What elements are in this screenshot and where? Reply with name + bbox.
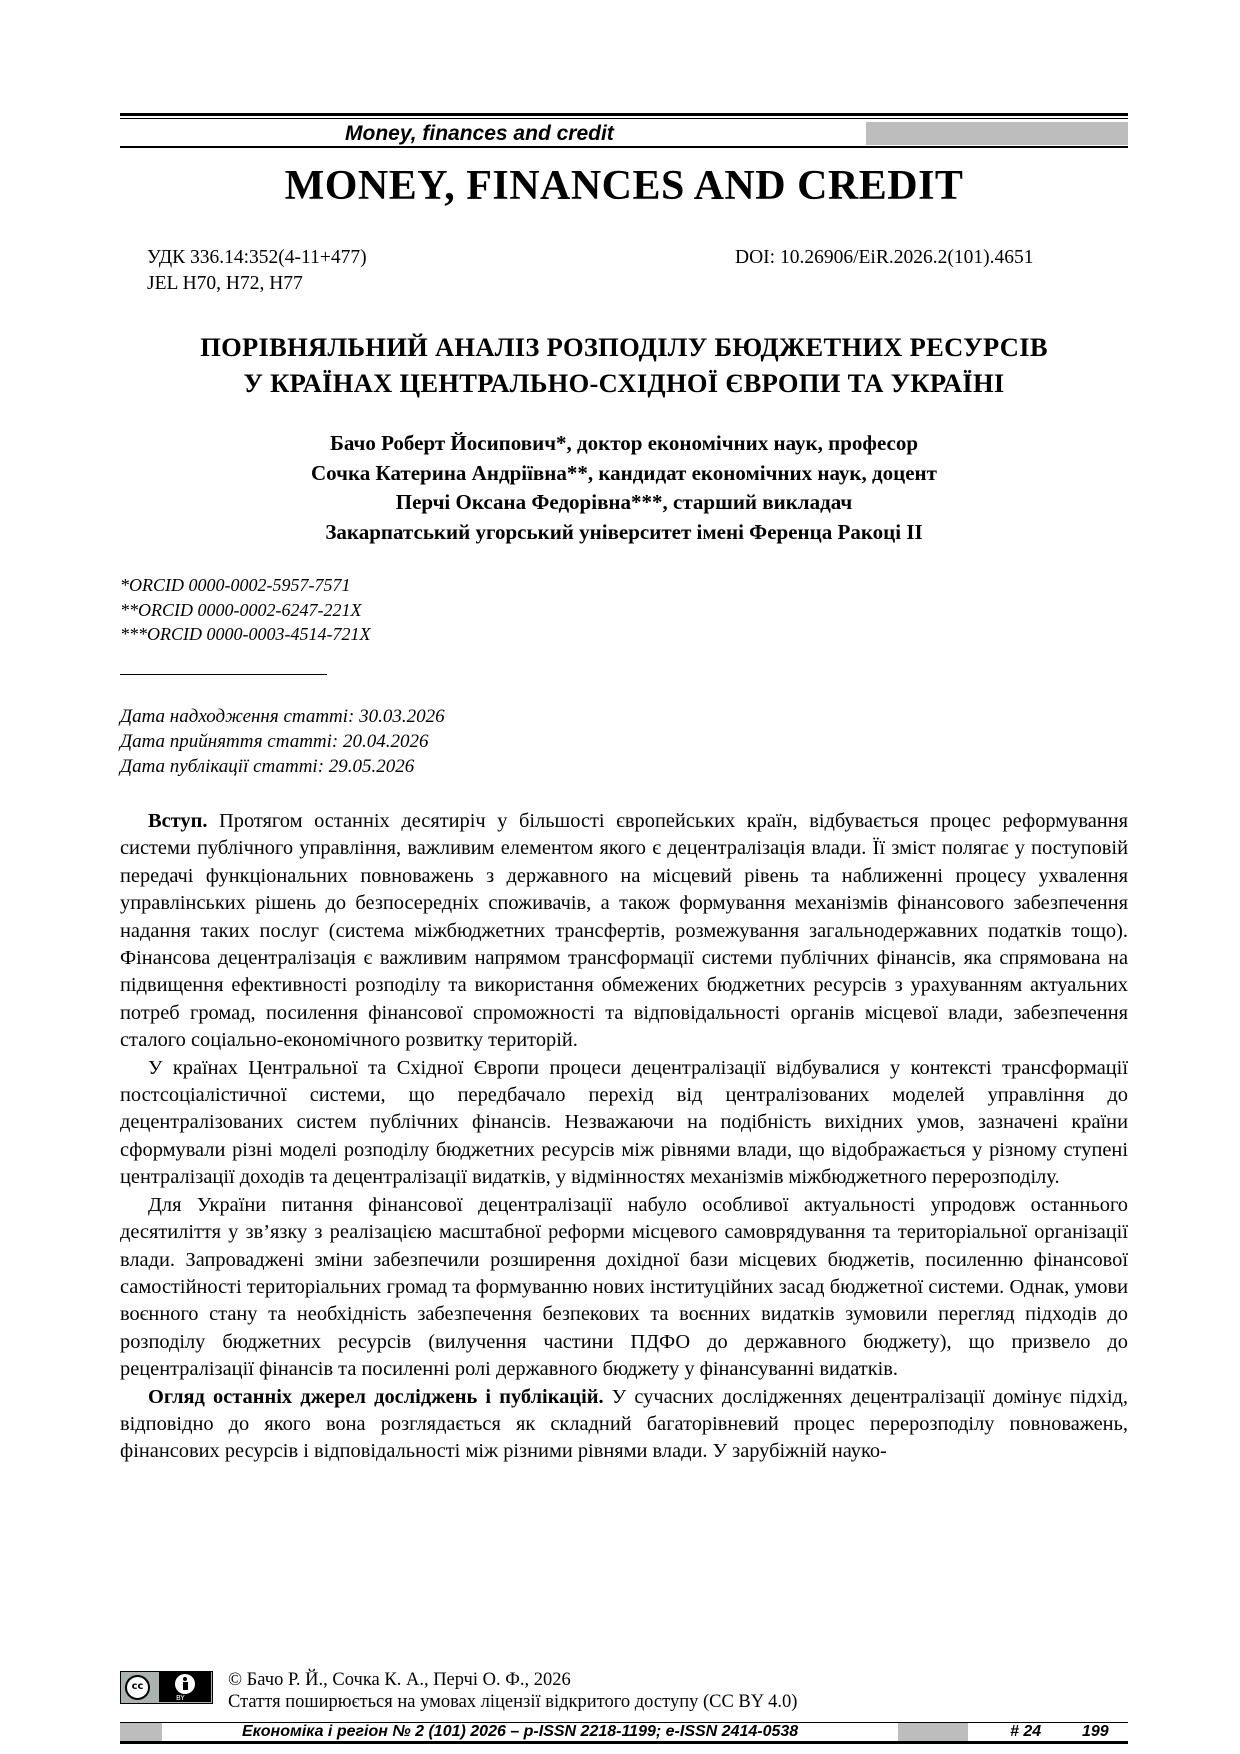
doi: DOI: 10.26906/EiR.2026.2(101).4651 [735,247,1034,268]
article-title-line-2: У КРАЇНАХ ЦЕНТРАЛЬНО-СХІДНОЇ ЄВРОПИ ТА УКРАЇНІ [243,368,1005,398]
author-1: Бачо Роберт Йосипович*, доктор економічних наук, професор [329,431,919,455]
running-header [120,122,1128,148]
header-rule-thick [120,113,1128,116]
paragraph-literature-review [120,1384,1128,1466]
footer-grey-block-left [120,1723,162,1741]
article-body [120,808,1128,1466]
running-footer [120,1722,1128,1744]
footer-grey-block-right [898,1723,968,1741]
article-title [120,329,1128,401]
jel-codes: JEL H70, H72, H77 [147,273,303,294]
orcid-2: **ORCID 0000-0002-6247-221X [120,599,362,620]
orcid-1: *ORCID 0000-0002-5957-7571 [120,575,351,595]
date-received: Дата надходження статті: 30.03.2026 [120,706,445,727]
header-rule-thin [120,118,1128,119]
running-header-label: Money, finances and credit [345,122,614,145]
cc-by-license-icon [120,1671,213,1704]
footnote-divider [120,674,327,675]
author-block [120,429,1128,547]
attribution-person-icon [175,1674,195,1694]
copyright-block [228,1669,797,1713]
copyright-text: © Бачо Р. Й., Сочка К. А., Перчі О. Ф., 2026 [228,1670,571,1690]
license-note: Стаття поширюється на умовах ліцензії відкритого доступу (CC BY 4.0) [228,1692,798,1712]
article-title-line-1: ПОРІВНЯЛЬНИЙ АНАЛІЗ РОЗПОДІЛУ БЮДЖЕТНИХ РЕСУРСІВ [200,332,1048,362]
header-grey-block [866,122,1128,145]
udc-code: УДК 336.14:352(4-11+477) [147,247,367,268]
article-dates [120,704,445,779]
paragraph-introduction [120,808,1128,1055]
paragraph-3: Для України питання фінансової децентралізації набуло особливої актуальності упродовж останнього десятиліття у зв’язку з реалізацією масштабної реформи місцевого самоврядування та територіальної організації влади. Запроваджені зміни забезпечили розширення дохідної бази місцевих бюджетів, посиленню фінансової самостійності територіальних громад та формуванню нових інституційних засад бюджетної системи. Однак, умови воєнного стану та необхідність забезпечення безпекових та воєнних видатків зумовили перегляд підходів до розподілу бюджетних ресурсів (вилучення частини ПДФО до державного бюджету), що призвело до рецентралізації фінансів та посиленні ролі державного бюджету у фінансуванні видатків. [120,1193,1128,1381]
footer-journal: Економіка і регіон № 2 (101) 2026 – p-ISSN 2218-1199; e-ISSN 2414-0538 [242,1723,799,1740]
paragraph-2: У країнах Центральної та Східної Європи процеси децентралізації відбувалися у контексті трансформації постсоціалістичної системи, що передбачало перехід від централізованих моделей управління до децентралізованих систем публічних фінансів. Незважаючи на подібність вихідних умов, зазначені країни сформували різні моделі розподілу бюджетних ресурсів між рівнями влади, що відображається у різному ступені централізації доходів та децентралізації видатків, у відмінностях механізмів міжбюджетного перерозподілу. [120,1056,1128,1189]
author-3: Перчі Оксана Федорівна***, старший викладач [395,490,853,514]
cc-icon: cc [125,1675,150,1700]
literature-review-text: У сучасних дослідженнях децентралізації домінує підхід, відповідно до якого вона розглядається як складний багаторівневий процес перерозподілу повноважень, фінансових ресурсів і відповідальності між різними рівнями влади. У зарубіжній науко- [120,1385,1128,1463]
author-2: Сочка Катерина Андріївна**, кандидат економічних наук, доцент [311,460,937,485]
cc-by-text: BY [176,1694,185,1702]
section-title: MONEY, FINANCES AND CREDIT [284,163,964,209]
date-published: Дата публікації статті: 29.05.2026 [120,756,415,777]
affiliation: Закарпатський угорський університет імені Ференца Ракоці ІІ [325,519,923,544]
date-accepted: Дата прийняття статті: 20.04.2026 [120,731,429,752]
introduction-heading: Вступ. [148,810,208,832]
orcid-list [120,573,370,647]
literature-review-heading: Огляд останніх джерел досліджень і публікацій. [148,1385,604,1408]
introduction-text: Протягом останніх десятиріч у більшості європейських країн, відбувається процес реформування системи публічного управління, важливим елементом якого є децентралізація влади. Її зміст полягає у поступовій передачі функціональних повноважень з державного на місцевий рівень та наближенні процесу ухвалення управлінських рішень до безпосередніх споживачів, а також формування механізмів фінансового забезпечення надання таких послуг (система міжбюджетних трансфертів, розмежування загальнодержавних податків тощо). Фінансова децентралізація є важливим напрямом трансформації системи публічних фінансів, яка спрямована на підвищення ефективності розподілу та використання обмежених бюджетних ресурсів з урахуванням актуальних потреб громад, посилення фінансової спроможності та відповідальності органів місцевої влади, забезпечення сталого соціально-економічного розвитку територій. [120,810,1128,1052]
page-number: 199 [1082,1723,1109,1740]
footer-issue: # 24 [1010,1723,1042,1740]
orcid-3: ***ORCID 0000-0003-4514-721X [120,624,371,644]
